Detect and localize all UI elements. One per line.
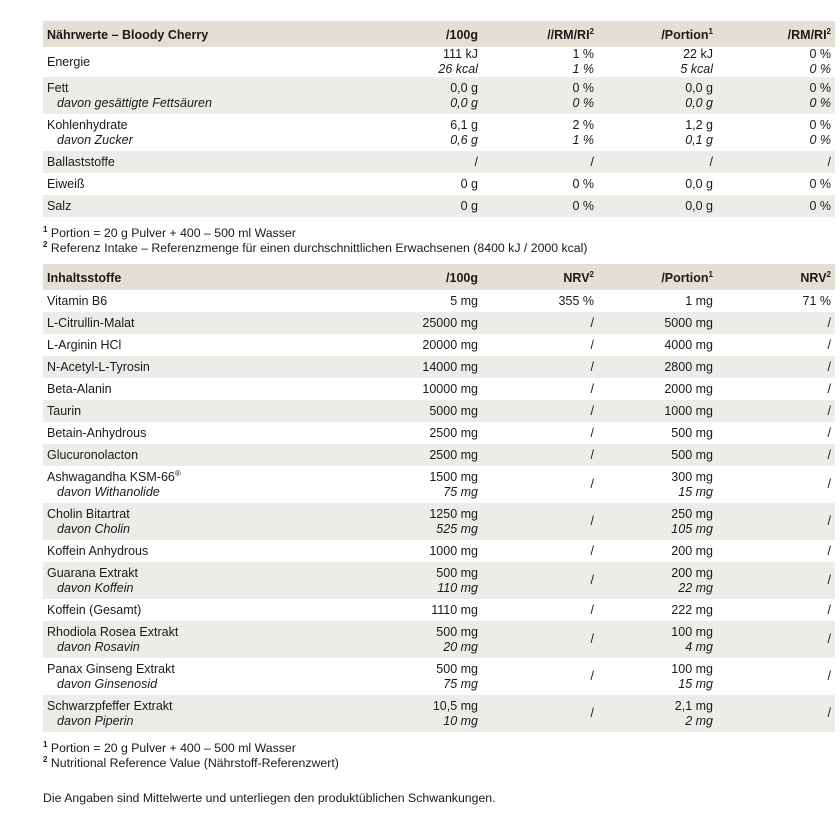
nutrient-name-text: Vitamin B6 xyxy=(47,293,108,308)
per100g-value-line: 75 mg xyxy=(443,484,478,499)
portion-value: 0,0 g xyxy=(598,195,717,217)
nrv-value: / xyxy=(482,400,598,422)
footnote-ref: 2 xyxy=(589,269,594,279)
ingredient-row xyxy=(43,444,835,466)
nutrient-name-text: N-Acetyl-L-Tyrosin xyxy=(47,359,150,374)
rmri-value: 0 % xyxy=(482,195,598,217)
footnote-number: 2 xyxy=(43,240,48,249)
per100g-value: 10000 mg xyxy=(422,381,478,396)
ingredient-row xyxy=(43,422,835,444)
per100g-value: 20000 mg xyxy=(422,337,478,352)
nutrient-name xyxy=(47,603,341,618)
footnote xyxy=(43,226,795,241)
nrv-portion-value: / xyxy=(717,312,835,334)
nutrient-name xyxy=(47,625,341,640)
nutrition-header-rmri-portion xyxy=(717,21,835,47)
nutrient-name xyxy=(47,155,341,170)
per100g-value: 25000 mg xyxy=(345,312,482,334)
nutrient-name-text: Eiweiß xyxy=(47,176,85,191)
ingredients-header-per100: /100g xyxy=(345,264,482,290)
nrv-portion-value: / xyxy=(717,356,835,378)
nutrient-name xyxy=(47,81,341,96)
rmri-value: 0 % xyxy=(572,176,594,191)
nutrient-name-text: L-Citrullin-Malat xyxy=(47,315,135,330)
row-label xyxy=(43,466,345,503)
portion-value: 500 mg xyxy=(598,444,717,466)
ingredient-row xyxy=(43,562,835,599)
per100g-value: 1110 mg xyxy=(431,602,478,617)
nutrition-header-name: Nährwerte – Bloody Cherry xyxy=(43,21,345,47)
nrv-value: / xyxy=(590,477,594,491)
portion-value-line: 200 mg xyxy=(671,565,713,580)
per100g-value xyxy=(345,466,482,503)
portion-value-line: 100 mg xyxy=(671,624,713,639)
nutrient-name-text: Kohlenhydrate xyxy=(47,117,128,132)
rmri-portion-value-line: 0 % xyxy=(809,95,831,110)
per100g-value xyxy=(345,77,482,114)
per100g-value: 2500 mg xyxy=(345,444,482,466)
rmri-value xyxy=(482,114,598,151)
portion-value xyxy=(598,77,717,114)
per100g-value xyxy=(345,503,482,540)
nutrient-name-text: Beta-Alanin xyxy=(47,381,112,396)
portion-value-line: 15 mg xyxy=(678,484,713,499)
portion-value-line: 15 mg xyxy=(678,676,713,691)
rmri-value-line: 0 % xyxy=(572,95,594,110)
footnote-number: 1 xyxy=(43,740,48,749)
portion-value: 0,0 g xyxy=(685,176,713,191)
portion-value xyxy=(598,47,717,77)
portion-value-line: 0,0 g xyxy=(685,80,713,95)
rmri-portion-value-line: 0 % xyxy=(809,62,831,76)
portion-value xyxy=(598,695,717,732)
ingredient-row xyxy=(43,290,835,312)
portion-value-line: 22 mg xyxy=(678,580,713,595)
nutrition-header-portion-label: /Portion xyxy=(661,27,709,42)
portion-value-line: 250 mg xyxy=(671,506,713,521)
portion-value-line: 4 mg xyxy=(685,639,713,654)
row-label xyxy=(43,173,345,195)
row-label xyxy=(43,562,345,599)
nutrient-name xyxy=(47,55,341,70)
rmri-portion-value: / xyxy=(717,151,835,173)
portion-value: 2800 mg xyxy=(598,356,717,378)
per100g-value: 5 mg xyxy=(450,293,478,308)
nrv-value: / xyxy=(590,602,594,617)
nutrient-name xyxy=(47,294,341,309)
sub-nutrient-name: davon Koffein xyxy=(57,580,134,595)
ingredients-footnotes xyxy=(43,741,795,771)
nutrition-row xyxy=(43,195,835,217)
row-label xyxy=(43,195,345,217)
nrv-value: / xyxy=(590,425,594,440)
footnote-ref: 2 xyxy=(589,26,594,36)
nrv-value: / xyxy=(482,503,598,540)
nutrient-name-text: Fett xyxy=(47,80,69,95)
portion-value xyxy=(598,658,717,695)
per100g-value-line: 1250 mg xyxy=(429,506,478,521)
nrv-value: 355 % xyxy=(558,293,594,308)
ingredients-header-row xyxy=(43,264,835,290)
portion-value: 200 mg xyxy=(671,543,713,558)
rmri-value-line: 1 % xyxy=(572,47,594,61)
nutrition-row xyxy=(43,47,835,77)
row-label xyxy=(43,114,345,151)
nrv-portion-value: / xyxy=(717,562,835,599)
rmri-portion-value-line: 0 % xyxy=(809,47,831,61)
nutrient-name xyxy=(47,662,341,677)
nrv-portion-value: / xyxy=(717,695,835,732)
nutrient-name xyxy=(47,470,341,485)
nutrient-name xyxy=(47,426,341,441)
nutrient-name-text: Rhodiola Rosea Extrakt xyxy=(47,624,179,639)
nutrient-name xyxy=(47,507,341,522)
ingredient-row xyxy=(43,695,835,732)
per100g-value-line: 111 kJ xyxy=(443,47,478,61)
nutrient-name-text: Salz xyxy=(47,198,72,213)
per100g-value-line: 0,0 g xyxy=(450,80,478,95)
per100g-value-line: 6,1 g xyxy=(450,117,478,132)
footnote-ref: 1 xyxy=(708,26,713,36)
nrv-value: / xyxy=(482,312,598,334)
portion-value-line: 2,1 mg xyxy=(674,698,713,713)
nrv-portion-value: / xyxy=(717,444,835,466)
nrv-value: / xyxy=(590,669,594,683)
nrv-portion-value: / xyxy=(827,543,831,558)
ingredient-row xyxy=(43,400,835,422)
row-label xyxy=(43,695,345,732)
per100g-value xyxy=(345,621,482,658)
per100g-value: 0 g xyxy=(460,176,478,191)
ingredient-row xyxy=(43,658,835,695)
nutrition-header-row xyxy=(43,21,835,47)
nutrient-name-text: L-Arginin HCl xyxy=(47,337,122,352)
per100g-value-line: 500 mg xyxy=(436,565,478,580)
row-label xyxy=(43,658,345,695)
nutrient-name xyxy=(47,566,341,581)
rmri-portion-value-line: 0 % xyxy=(809,132,831,147)
nutrition-footnotes xyxy=(43,226,795,256)
portion-value-line: 0,0 g xyxy=(685,95,713,110)
per100g-value-line: 500 mg xyxy=(436,661,478,676)
sub-nutrient-name: davon Rosavin xyxy=(57,639,140,654)
nrv-portion-value: / xyxy=(827,337,831,352)
nrv-portion-value: / xyxy=(717,503,835,540)
footnote-ref: 2 xyxy=(826,26,831,36)
portion-value-line: 0,1 g xyxy=(685,132,713,147)
nrv-portion-value: / xyxy=(827,381,831,396)
rmri-value-line: 1 % xyxy=(572,62,594,76)
footnote-text: Portion = 20 g Pulver + 400 – 500 ml Wasser xyxy=(50,226,296,240)
nutrition-row xyxy=(43,114,835,151)
portion-value xyxy=(598,503,717,540)
portion-value-line: 300 mg xyxy=(671,469,713,484)
per100g-value: 0 g xyxy=(345,195,482,217)
nutrient-name xyxy=(47,199,341,214)
per100g-value-line: 75 mg xyxy=(443,676,478,691)
ingredients-table xyxy=(43,264,835,732)
row-label xyxy=(43,47,345,77)
per100g-value: 2500 mg xyxy=(429,425,478,440)
rmri-value-line: 2 % xyxy=(572,117,594,132)
footnote-number: 1 xyxy=(43,225,48,234)
ingredients-header-nrv xyxy=(482,264,598,290)
nutrient-name-text: Cholin Bitartrat xyxy=(47,506,130,521)
portion-value xyxy=(598,562,717,599)
ingredient-row xyxy=(43,378,835,400)
portion-value-line: 22 kJ xyxy=(683,47,713,61)
sub-nutrient-name: davon Zucker xyxy=(57,132,133,147)
row-label xyxy=(43,503,345,540)
per100g-value xyxy=(345,562,482,599)
portion-value xyxy=(598,621,717,658)
nrv-value: / xyxy=(482,444,598,466)
portion-value: 1000 mg xyxy=(598,400,717,422)
sub-nutrient-name: davon Withanolide xyxy=(57,484,160,499)
per100g-value-line: 500 mg xyxy=(436,624,478,639)
rmri-portion-value xyxy=(717,114,835,151)
portion-value: 5000 mg xyxy=(598,312,717,334)
row-label xyxy=(43,599,345,621)
ingredients-header-nrv-portion-label: NRV xyxy=(800,270,827,285)
nutrient-name-text: Taurin xyxy=(47,403,82,418)
per100g-value xyxy=(345,114,482,151)
per100g-value-line: 0,6 g xyxy=(450,132,478,147)
sub-nutrient-name: davon Cholin xyxy=(57,521,130,536)
rmri-portion-value: 0 % xyxy=(809,176,831,191)
row-label xyxy=(43,621,345,658)
nutrient-name xyxy=(47,404,341,419)
ingredient-row xyxy=(43,466,835,503)
row-label xyxy=(43,400,345,422)
ingredients-header-nrv-portion xyxy=(717,264,835,290)
rmri-portion-value xyxy=(717,77,835,114)
nutrient-name-text: Schwarzpfeffer Extrakt xyxy=(47,698,173,713)
rmri-value xyxy=(482,77,598,114)
per100g-value: 14000 mg xyxy=(345,356,482,378)
nutrient-name xyxy=(47,448,341,463)
nrv-value: / xyxy=(482,621,598,658)
ingredients-header-portion xyxy=(598,264,717,290)
nutrition-row xyxy=(43,173,835,195)
nrv-portion-value: / xyxy=(827,669,831,683)
ingredients-header-name: Inhaltsstoffe xyxy=(43,264,345,290)
nutrient-name-text: Betain-Anhydrous xyxy=(47,425,147,440)
nutrient-name-text: Koffein Anhydrous xyxy=(47,543,149,558)
portion-value: 4000 mg xyxy=(664,337,713,352)
nutrient-name-text: Glucuronolacton xyxy=(47,447,139,462)
nutrient-name-text: Ballaststoffe xyxy=(47,154,115,169)
per100g-value-line: 20 mg xyxy=(443,639,478,654)
per100g-value xyxy=(345,47,482,77)
footnote-text: Referenz Intake – Referenzmenge für einen durchschnittlichen Erwachsenen (8400 kJ / 2000 kcal) xyxy=(50,241,588,255)
ingredient-row xyxy=(43,312,835,334)
nutrient-name xyxy=(47,338,341,353)
row-label xyxy=(43,422,345,444)
footnote xyxy=(43,756,795,771)
portion-value xyxy=(598,466,717,503)
nrv-portion-value: / xyxy=(717,400,835,422)
nutrient-name-text: Koffein (Gesamt) xyxy=(47,602,142,617)
nrv-value: / xyxy=(482,562,598,599)
nutrient-name xyxy=(47,360,341,375)
per100g-value-line: 1500 mg xyxy=(429,469,478,484)
nutrient-name xyxy=(47,118,341,133)
ingredient-row xyxy=(43,540,835,562)
nutrient-name-text: Panax Ginseng Extrakt xyxy=(47,661,175,676)
sub-nutrient-name: davon Piperin xyxy=(57,713,134,728)
nrv-value: / xyxy=(590,543,594,558)
nutrient-name xyxy=(47,177,341,192)
ingredient-row xyxy=(43,621,835,658)
nutrient-name xyxy=(47,699,341,714)
ingredients-header-nrv-label: NRV xyxy=(563,270,590,285)
per100g-value: 1000 mg xyxy=(429,543,478,558)
ingredient-row xyxy=(43,503,835,540)
nrv-value: / xyxy=(590,337,594,352)
ingredient-row xyxy=(43,599,835,621)
footnote-number: 2 xyxy=(43,755,48,764)
portion-value-line: 5 kcal xyxy=(680,62,713,76)
portion-value: 500 mg xyxy=(671,425,713,440)
portion-value-line: 1,2 g xyxy=(685,117,713,132)
nutrition-header-rmri-portion-label: /RM/RI xyxy=(787,27,827,42)
rmri-portion-value: 0 % xyxy=(717,195,835,217)
per100g-value xyxy=(345,658,482,695)
per100g-value-line: 10 mg xyxy=(443,713,478,728)
row-label xyxy=(43,540,345,562)
portion-value-line: 100 mg xyxy=(671,661,713,676)
nrv-value: / xyxy=(482,695,598,732)
per100g-value-line: 110 mg xyxy=(437,580,478,595)
nutrient-name-text: Ashwagandha KSM-66 xyxy=(47,469,175,484)
nutrition-header-rmri xyxy=(482,21,598,47)
row-label xyxy=(43,378,345,400)
ingredients-header-portion-label: /Portion xyxy=(661,270,709,285)
footnote xyxy=(43,241,795,256)
nutrition-header-rmri-label: //RM/RI xyxy=(547,27,590,42)
rmri-value xyxy=(482,47,598,77)
ingredients-table-body xyxy=(43,264,835,732)
rmri-value-line: 0 % xyxy=(572,80,594,95)
nutrition-row xyxy=(43,77,835,114)
per100g-value-line: 525 mg xyxy=(436,521,478,536)
footnote-text: Portion = 20 g Pulver + 400 – 500 ml Wasser xyxy=(50,741,296,755)
nrv-portion-value: / xyxy=(827,602,831,617)
portion-value: 2000 mg xyxy=(664,381,713,396)
nrv-value: / xyxy=(482,356,598,378)
nutrient-name xyxy=(47,544,341,559)
sub-nutrient-name: davon Ginsenosid xyxy=(57,676,158,691)
rmri-value-line: 1 % xyxy=(572,132,594,147)
rmri-portion-value xyxy=(717,47,835,77)
ingredient-row xyxy=(43,334,835,356)
nutrition-table-body xyxy=(43,21,835,217)
nrv-portion-value: / xyxy=(827,425,831,440)
nutrition-row xyxy=(43,151,835,173)
nutrition-facts-sheet xyxy=(43,21,831,805)
portion-value xyxy=(598,114,717,151)
per100g-value: / xyxy=(345,151,482,173)
nutrient-name-text: Energie xyxy=(47,54,91,69)
per100g-value-line: 0,0 g xyxy=(450,95,478,110)
rmri-portion-value-line: 0 % xyxy=(809,80,831,95)
footnote-ref: 1 xyxy=(708,269,713,279)
row-label xyxy=(43,334,345,356)
disclaimer-text: Die Angaben sind Mittelwerte und unterliegen den produktüblichen Schwankungen. xyxy=(43,791,496,805)
nutrient-name xyxy=(47,382,341,397)
ingredient-row xyxy=(43,356,835,378)
rmri-value: / xyxy=(482,151,598,173)
portion-value-line: 2 mg xyxy=(685,713,713,728)
portion-value-line: 105 mg xyxy=(671,521,713,536)
row-label xyxy=(43,77,345,114)
row-label xyxy=(43,290,345,312)
registered-mark: ® xyxy=(174,468,181,478)
per100g-value-line: 26 kcal xyxy=(438,62,478,76)
nrv-portion-value: / xyxy=(717,621,835,658)
row-label xyxy=(43,356,345,378)
portion-value: / xyxy=(598,151,717,173)
footnote xyxy=(43,741,795,756)
rmri-portion-value-line: 0 % xyxy=(809,117,831,132)
per100g-value xyxy=(345,695,482,732)
row-label xyxy=(43,312,345,334)
nrv-portion-value: 71 % xyxy=(802,293,831,308)
nutrient-name-text: Guarana Extrakt xyxy=(47,565,139,580)
nrv-value: / xyxy=(590,381,594,396)
nrv-portion-value: / xyxy=(827,477,831,491)
row-label xyxy=(43,151,345,173)
portion-value: 222 mg xyxy=(671,602,713,617)
portion-value: 1 mg xyxy=(685,293,713,308)
per100g-value: 5000 mg xyxy=(345,400,482,422)
sub-nutrient-name: davon gesättigte Fettsäuren xyxy=(57,95,212,110)
nutrition-header-portion xyxy=(598,21,717,47)
footnote-ref: 2 xyxy=(826,269,831,279)
row-label xyxy=(43,444,345,466)
per100g-value-line: 10,5 mg xyxy=(432,698,478,713)
nutrition-table xyxy=(43,21,835,217)
nutrition-header-per100: /100g xyxy=(345,21,482,47)
nutrient-name xyxy=(47,316,341,331)
footnote-text: Nutritional Reference Value (Nährstoff-Referenzwert) xyxy=(50,756,339,770)
